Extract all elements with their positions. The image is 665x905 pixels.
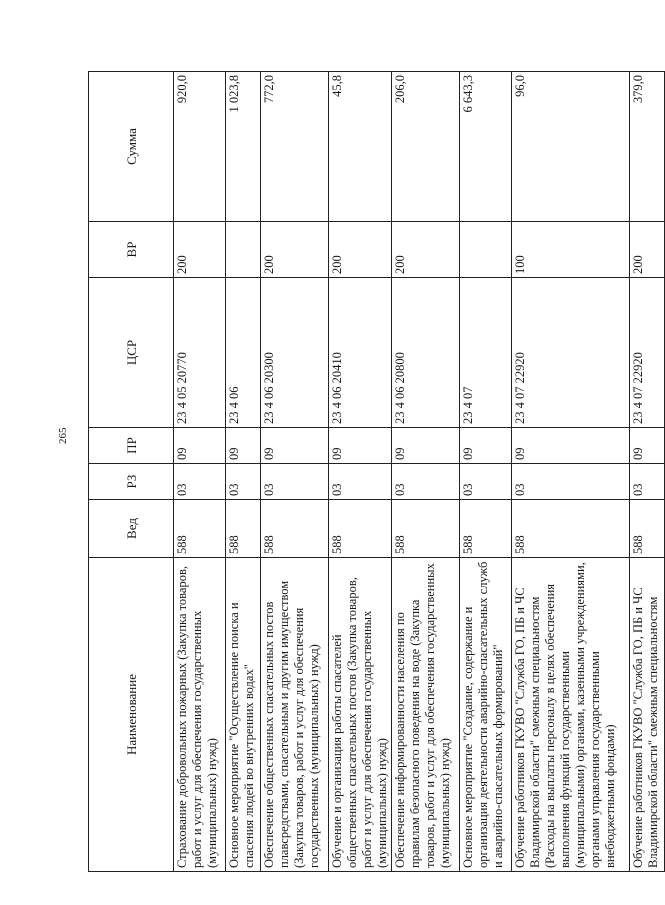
budget-table [88,71,665,872]
cell-pr: 09 [392,428,460,464]
cell-sum: 6 643,3 [460,72,512,222]
cell-rz: 03 [261,464,329,500]
cell-rz: 03 [460,464,512,500]
header-csr: ЦСР [89,278,174,428]
cell-pr: 09 [226,428,261,464]
cell-ved: 588 [226,500,261,558]
table-row [512,72,630,872]
cell-vr: 200 [329,222,392,278]
cell-name: Страхование добровольных пожарных (Закупка товаров, работ и услуг для обеспечения государственных (муниципальных) нужд) [174,558,226,872]
header-pr: ПР [89,428,174,464]
cell-vr [460,222,512,278]
cell-pr: 09 [630,428,665,464]
cell-sum: 1 023,8 [226,72,261,222]
cell-name: Обучение и организация работы спасателей общественных спасательных постов (Закупка товаров, работ и услуг для обеспечения государственных (муниципальных) нужд) [329,558,392,872]
cell-ved: 588 [630,500,665,558]
cell-csr: 23 4 06 20300 [261,278,329,428]
cell-rz: 03 [329,464,392,500]
table-row [174,72,226,872]
cell-csr: 23 4 06 20800 [392,278,460,428]
cell-ved: 588 [512,500,630,558]
cell-ved: 588 [261,500,329,558]
cell-pr: 09 [174,428,226,464]
cell-rz: 03 [630,464,665,500]
header-rz: РЗ [89,464,174,500]
cell-csr: 23 4 07 [460,278,512,428]
cell-rz: 03 [512,464,630,500]
cell-name: Обучение работников ГКУВО "Служба ГО, ПБ и ЧС Владимирской области" смежным специальностям (Расходы на выплаты персоналу в целях обеспечения выполнения функций государственными (муниципальными) органами, казенными учреждениями, органами управления государственными внебюджетными фондами) [512,558,630,872]
cell-name: Основное мероприятие "Осуществление поиска и спасения людей во внутренних водах" [226,558,261,872]
cell-ved: 588 [174,500,226,558]
cell-csr: 23 4 06 [226,278,261,428]
header-sum: Сумма [89,72,174,222]
cell-csr: 23 4 07 22920 [512,278,630,428]
cell-name: Обеспечение информированности населения по правилам безопасного поведения на воде (Закупка товаров, работ и услуг для обеспечения государственных (муниципальных) нужд) [392,558,460,872]
table-row [329,72,392,872]
cell-vr: 200 [630,222,665,278]
cell-vr: 200 [392,222,460,278]
table-header-row [89,72,174,872]
cell-vr: 200 [261,222,329,278]
cell-name: Обучение работников ГКУВО "Служба ГО, ПБ и ЧС Владимирской области" смежным специальностям [630,558,665,872]
cell-sum: 772,0 [261,72,329,222]
cell-vr [226,222,261,278]
table-row [630,72,665,872]
cell-rz: 03 [226,464,261,500]
cell-pr: 09 [460,428,512,464]
cell-ved: 588 [392,500,460,558]
cell-sum: 45,8 [329,72,392,222]
cell-ved: 588 [329,500,392,558]
cell-vr: 100 [512,222,630,278]
cell-csr: 23 4 06 20410 [329,278,392,428]
cell-sum: 96,0 [512,72,630,222]
cell-pr: 09 [329,428,392,464]
header-ved: Вед [89,500,174,558]
cell-rz: 03 [174,464,226,500]
header-vr: ВР [89,222,174,278]
header-name: Наименование [89,558,174,872]
cell-pr: 09 [261,428,329,464]
cell-vr: 200 [174,222,226,278]
table-row [392,72,460,872]
cell-rz: 03 [392,464,460,500]
cell-csr: 23 4 05 20770 [174,278,226,428]
rotated-table-frame [88,72,660,872]
cell-sum: 920,0 [174,72,226,222]
cell-name: Основное мероприятие "Создание, содержание и организация деятельности аварийно-спасательных служб и аварийно-спасательных формирований" [460,558,512,872]
table-row [460,72,512,872]
table-row [226,72,261,872]
cell-sum: 379,0 [630,72,665,222]
table-row [261,72,329,872]
cell-name: Обеспечение общественных спасательных постов плавсредствами, спасательным и другим имуществом (Закупка товаров, работ и услуг для обеспечения государственных (муниципальных) нужд) [261,558,329,872]
cell-sum: 206,0 [392,72,460,222]
page-number: 265 [57,427,69,444]
cell-csr: 23 4 07 22920 [630,278,665,428]
cell-pr: 09 [512,428,630,464]
cell-ved: 588 [460,500,512,558]
